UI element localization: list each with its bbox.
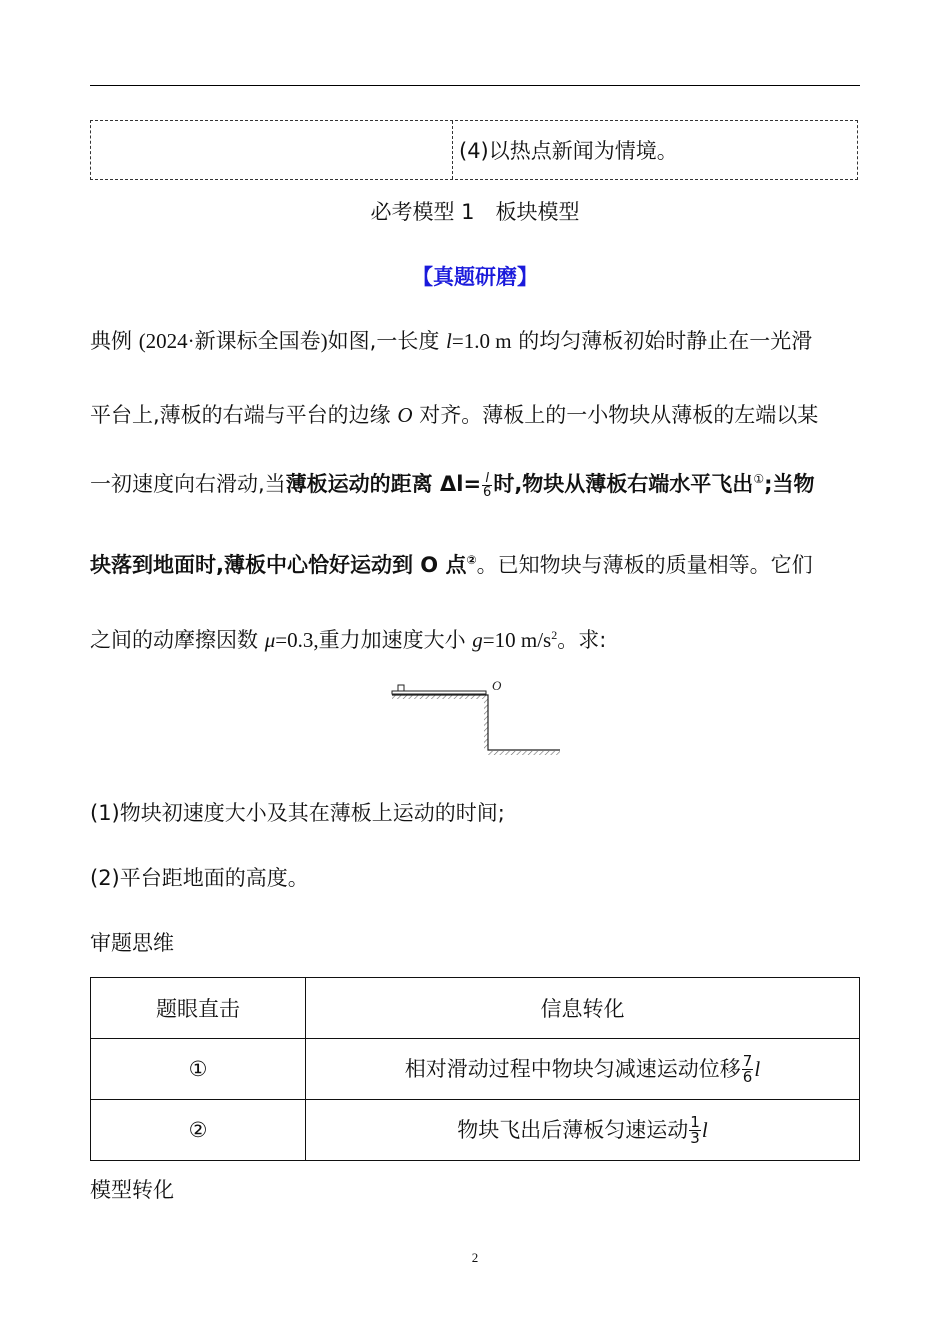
dashed-box bbox=[90, 120, 858, 180]
table-cell-text: 物块飞出后薄板匀速运动 $\frac{1}{3}$ l bbox=[306, 1100, 860, 1161]
wall-hatch bbox=[484, 695, 488, 750]
platform-diagram bbox=[388, 674, 568, 764]
header-rule bbox=[90, 85, 860, 86]
fraction-1-over-3: $\frac{1}{3}$ bbox=[690, 1113, 700, 1148]
dashed-divider bbox=[452, 121, 453, 179]
platform-edge bbox=[392, 695, 560, 750]
fraction-7-over-6: $\frac{7}{6}$ bbox=[742, 1052, 753, 1087]
small-block bbox=[398, 685, 404, 691]
section-title: 必考模型 1 板块模型 bbox=[370, 200, 580, 224]
table-row bbox=[91, 1039, 860, 1100]
table-cell-text: 相对滑动过程中物块匀减速运动位移 $\frac{7}{6}$ l bbox=[306, 1039, 860, 1100]
section-subtitle: 【真题研磨】 bbox=[412, 265, 538, 289]
table-header-cell: 题眼直击 bbox=[91, 978, 306, 1039]
problem-line-4: 块落到地面时,薄板中心恰好运动到 O 点②。已知物块与薄板的质量相等。它们 bbox=[90, 553, 813, 577]
fraction-l-over-6: $\frac{l}{6}$ bbox=[483, 470, 492, 500]
question-1: (1)物块初速度大小及其在薄板上运动的时间; bbox=[90, 801, 505, 825]
table-cell-mark: ① bbox=[91, 1039, 306, 1100]
point-o-label: O bbox=[492, 678, 502, 693]
page-number: 2 bbox=[471, 1250, 479, 1265]
ground-hatch bbox=[488, 751, 560, 755]
table-row bbox=[91, 1100, 860, 1161]
review-heading: 审题思维 bbox=[90, 931, 174, 955]
question-2: (2)平台距地面的高度。 bbox=[90, 866, 309, 890]
model-heading: 模型转化 bbox=[90, 1178, 174, 1202]
dashed-box-text: (4)以热点新闻为情境。 bbox=[459, 139, 678, 163]
table-header-cell: 信息转化 bbox=[306, 978, 860, 1039]
problem-line-2: 平台上,薄板的右端与平台的边缘 O 对齐。薄板上的一小物块从薄板的左端以某 bbox=[90, 403, 819, 427]
problem-line-1: 典例 (2024·新课标全国卷)如图,一长度 l=1.0 m 的均匀薄板初始时静止在一光滑 bbox=[90, 329, 813, 353]
analysis-table bbox=[90, 977, 860, 1161]
problem-line-3: 一初速度向右滑动,当薄板运动的距离 Δl= $\frac{l}{6}$ 时,物块从薄板右端水平飞出①;当物 bbox=[90, 470, 815, 500]
table-header-row bbox=[91, 978, 860, 1039]
table-cell-mark: ② bbox=[91, 1100, 306, 1161]
problem-line-5: 之间的动摩擦因数 μ=0.3,重力加速度大小 g=10 $m/s^2$。求: bbox=[90, 628, 607, 652]
thin-board bbox=[392, 691, 486, 694]
